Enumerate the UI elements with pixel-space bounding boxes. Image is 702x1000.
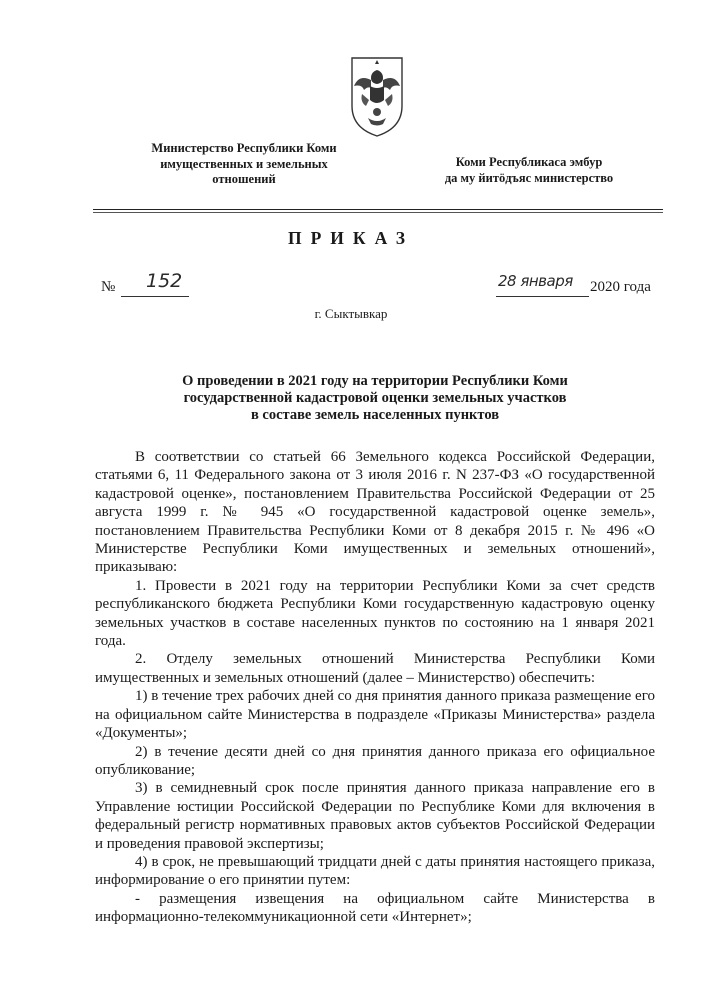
ministry-name-line: Министерство Республики Коми [151,141,337,155]
document-body [95,448,655,927]
paragraph-item-2: 2. Отделу земельных отношений Министерства Республики Коми имущественных и земельных отношений (далее – Министерство) обеспечить: [95,651,655,686]
ministry-name-komi [418,155,640,186]
number-underline [121,296,189,297]
document-subject [95,373,655,424]
date-underline [496,296,589,297]
ministry-name-line: отношений [212,172,276,186]
subject-line: государственной кадастровой оценки земельных участков [183,390,567,406]
paragraph-subitem-4: 4) в срок, не превышающий тридцати дней с даты принятия настоящего приказа, информирование о его принятии путем: [95,853,655,889]
paragraph-item-1: 1. Провести в 2021 году на территории Республики Коми за счет средств республиканского бюджета Республики Коми государственную кадастровую оценку земельных участков в составе населенных пунктов по состоянию на 1 января 2021 года. [95,577,655,650]
ministry-name-line: имущественных и земельных [160,156,328,171]
date-handwritten: 28 января [498,272,573,290]
paragraph-subitem-1: 1) в течение трех рабочих дней со дня принятия данного приказа размещение его на официальном сайте Министерства в подразделе «Приказы Министерства» раздела «Документы»; [95,688,655,742]
document-city: г. Сыктывкар [314,306,388,321]
header-divider [93,209,663,210]
paragraph-subitem-2: 2) в течение десяти дней со дня принятия данного приказа его официальное опубликование; [95,743,655,778]
paragraph-subitem-3: 3) в семидневный срок после принятия данного приказа направление его в Управление юстиции Российской Федерации по Республике Коми для включения в федеральный регистр нормативных правовых актов субъектов Российской Федерации и проведения правовой экспертизы; [95,780,655,852]
number-label: № [101,279,116,295]
coat-of-arms-emblem [348,56,406,138]
order-number-handwritten: 152 [146,270,183,292]
date-year: 2020 года [590,279,651,295]
document-title: ПРИКАЗ [287,228,415,248]
ministry-name-russian [120,141,368,188]
header-divider-secondary [93,212,663,213]
subject-line: в составе земель населенных пунктов [250,407,500,423]
paragraph-preamble: В соответствии со статьей 66 Земельного кодекса Российской Федерации, статьями 6, 11 Федерального закона от 3 июля 2016 г. N 237-ФЗ «О государственной кадастровой оценке», постановлением Правительства Российской Федерации от 25 августа 1999 г. № 945 «О государственной кадастровой оценке земель», постановлением Правительства Республики Коми от 8 декабря 2015 г. № 496 «О Министерстве Республики Коми имущественных и земельных отношений», приказываю: [95,449,655,576]
paragraph-dash-item: - размещения извещения на официальном сайте Министерства в информационно-телекоммуникационной сети «Интернет»; [95,890,655,926]
ministry-name-line: да му йитöдъяс министерство [444,170,614,185]
ministry-name-line: Коми Республикаса эмбур [455,155,603,169]
subject-line: О проведении в 2021 году на территории Республики Коми [182,373,568,389]
